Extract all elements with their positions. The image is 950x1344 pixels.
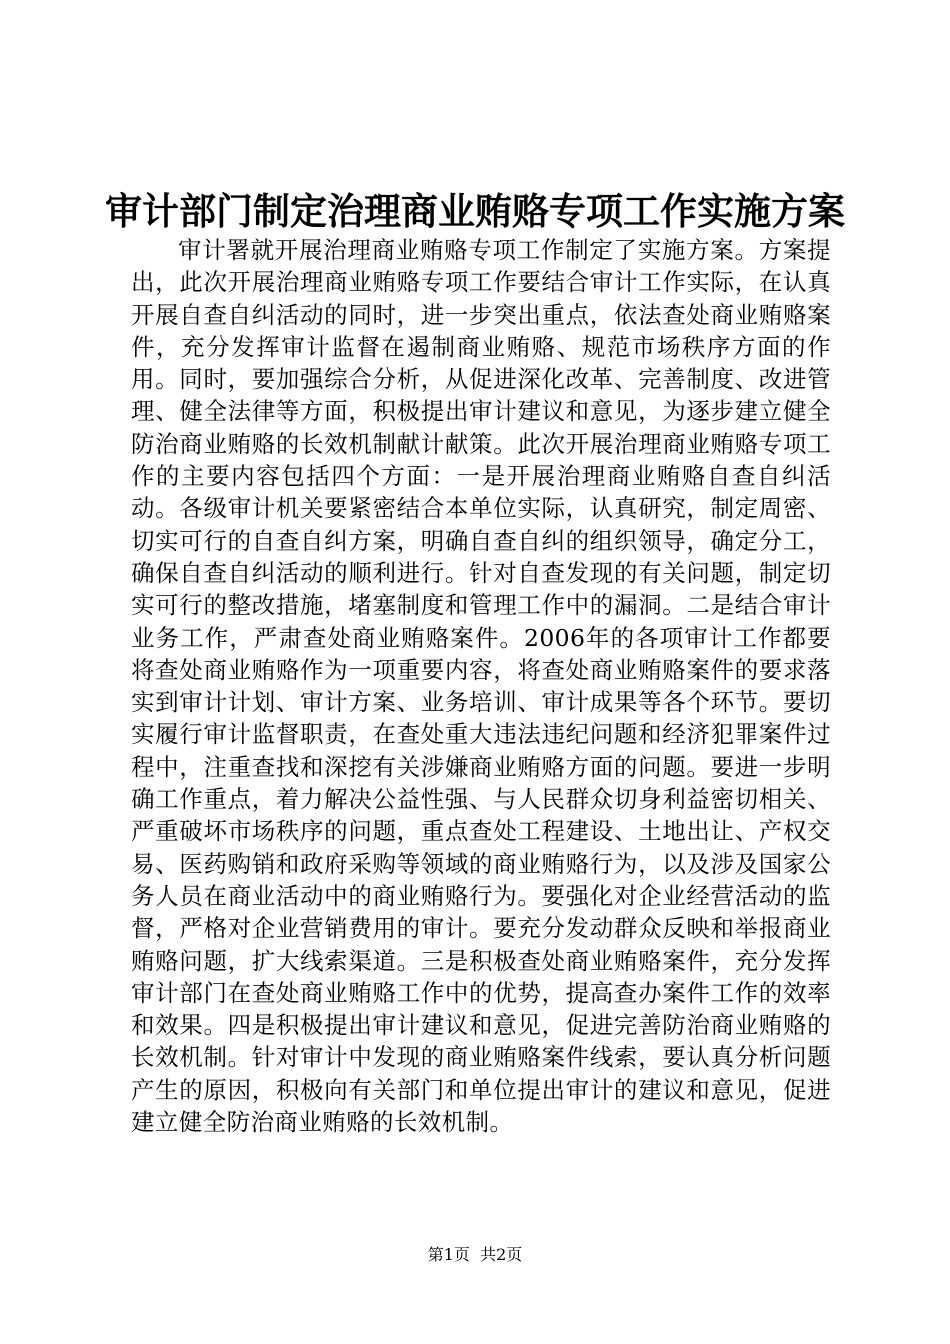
page-number: 第1页 共2页 bbox=[427, 1245, 523, 1264]
document-title: 审计部门制定治理商业贿赂专项工作实施方案 bbox=[105, 189, 845, 233]
body-paragraph: 审计署就开展治理商业贿赂专项工作制定了实施方案。方案提出，此次开展治理商业贿赂专项工作要结合审计工作实际，在认真开展自查自纠活动的同时，进一步突出重点，依法查处商业贿赂案件，充分发挥审计监督在遏制商业贿赂、规范市场秩序方面的作用。同时，要加强综合分析，从促进深化改革、完善制度、改进管理、健全法律等方面，积极提出审计建议和意见，为逐步建立健全防治商业贿赂的长效机制献计献策。此次开展治理商业贿赂专项工作的主要内容包括四个方面：一是开展治理商业贿赂自查自纠活动。各级审计机关要紧密结合本单位实际，认真研究，制定周密、切实可行的自查自纠方案，明确自查自纠的组织领导，确定分工，确保自查自纠活动的顺利进行。针对自查发现的有关问题，制定切实可行的整改措施，堵塞制度和管理工作中的漏洞。二是结合审计业务工作，严肃查处商业贿赂案件。2006年的各项审计工作都要将查处商业贿赂作为一项重要内容，将查处商业贿赂案件的要求落实到审计计划、审计方案、业务培训、审计成果等各个环节。要切实履行审计监督职责，在查处重大违法违纪问题和经济犯罪案件过程中，注重查找和深挖有关涉嫌商业贿赂方面的问题。要进一步明确工作重点，着力解决公益性强、与人民群众切身利益密切相关、严重破坏市场秩序的问题，重点查处工程建设、土地出让、产权交易、医药购销和政府采购等领域的商业贿赂行为，以及涉及国家公务人员在商业活动中的商业贿赂行为。要强化对企业经营活动的监督，严格对企业营销费用的审计。要充分发动群众反映和举报商业贿赂问题，扩大线索渠道。三是积极查处商业贿赂案件，充分发挥审计部门在查处商业贿赂工作中的优势，提高查办案件工作的效率和效果。四是积极提出审计建议和意见，促进完善防治商业贿赂的长效机制。针对审计中发现的商业贿赂案件线索，要认真分析问题产生的原因，积极向有关部门和单位提出审计的建议和意见，促进建立健全防治商业贿赂的长效机制。 bbox=[131, 236, 831, 1137]
